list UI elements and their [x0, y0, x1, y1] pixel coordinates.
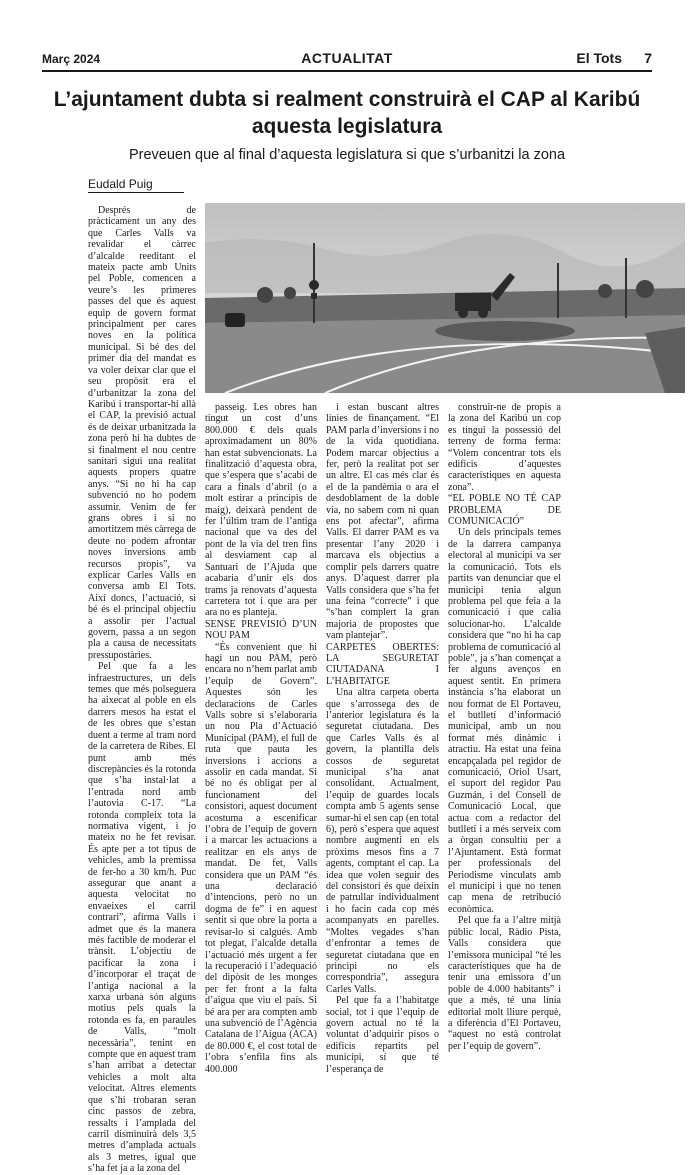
article-column-1 — [88, 205, 196, 1175]
section-subheading: SENSE PREVISIÓ D’UN NOU PAM — [205, 618, 317, 642]
article-paragraph: Un dels principals temes de la darrera campanya electoral al municipi va ser la comunicació. Tots els partits van denunciar que el municipi tenia algun problema pel que feia a la comunicació i que calia solucionar-ho. L’alcalde considera que “no hi ha cap problema de comunicació al poble”, ja s’han començat a fer alguns avenços en aquest sentit. En primera instància s’ha elaborat un nou format de El Portaveu, el butlletí d’informació municipal, amb un nou format més dinàmic i atractiu. Ha estat una feina encapçalada pel regidor de comunicació, Oriol Usart, el suport del regidor Pau Guzmán, i del Consell de Comunicació Local, que actua com a redactor del butlletí i a més serveix com a òrgan consultiu per a l’Ajuntament. Està format per professionals del Periodisme vinculats amb el municipi i que no tenen cap mena de retribució econòmica. — [448, 527, 562, 915]
article-paragraph: passeig. Les obres han tingut un cost d’uns 800.000 € dels quals aproximadament un 80% han estat subvencionats. La finalització d’aquesta obra, que s’espera que s’acabi de cara a finals d’abril (o a molt estirar a principis de maig), deixarà pendent de fer l’últim tram de l’antiga nacional que va des del pont de la via del tren fins al desviament cap al Santuari de l’Ajuda que acabaria d’unir els dos trams ja renovats d’aquesta carretera tot i que ara per ara no es planteja. — [205, 402, 317, 619]
article-headline: L’ajuntament dubta si realment construirà el CAP al Karibú aquesta legislatura — [53, 88, 641, 138]
section-subheading: CARPETES OBERTES: LA SEGURETAT CIUTADANA I L’HABITATGE — [326, 641, 439, 687]
article-column-2 — [205, 402, 317, 1075]
article-photo — [205, 203, 685, 393]
article-paragraph: Pel que fa a l’habitatge social, tot i que l’equip de govern actual no té la voluntat d’adquirir pisos o edificis repartits pel municipi, sí que té l’esperança de — [326, 995, 439, 1075]
article-paragraph: construir-ne de propis a la zona del Karibú un cop es tingui la possessió del terreny de forma ferma: “Volem concentrar tots els edificis d’aquestes característiques en aquesta zona”. — [448, 402, 561, 493]
article-subhead: Preveuen que al final d’aquesta legislatura si que s’urbanitzi la zona — [128, 147, 566, 163]
newspaper-name: El Tots — [576, 50, 622, 66]
section-title: ACTUALITAT — [301, 50, 393, 66]
article-paragraph: Després de pràcticament un any des que Carles Valls va revalidar el càrrec d’alcalde reeditant el mateix pacte amb Units pel Poble, comencen a veure’s les primeres passes del que és aquest equip de govern format principalment per cares noves en la política municipal. Si bé des del primer dia del mandat es va voler deixar clar que el seu propòsit era el d’urbanitzar la zona del Karibú i transportar-hi allà el CAP, la previsió actual és de deixar urbanitzada la zona però hi ha dubtes de si finalment el nou centre sanitari sigui una realitat aquests propers quatre anys. “Si no hi ha cap subvenció no ho podem assumir. Venim de fer grans obres i si no amortitzem més càrrega de deute no podem afrontar noves inversions amb recursos propis”, va explicar Carles Valls en conversa amb El Tots. Així doncs, l’actuació, si bé és el principal objectiu a assolir per l’actual govern, passa a un segon pla a causa de necessitats pressupostàries. — [88, 205, 196, 661]
article-paragraph: Pel que fa a les infraestructures, un dels temes que més polseguera ha aixecat al poble en els darrers mesos ha estat el de les obres que s’estan duent a terme al tram nord de la carretera de Ribes. El punt amb més discrepàncies és la rotonda que s’ha instal·lat a l’entrada nord amb l’autovia C-17. “La rotonda compleix tota la normativa vigent, i jo mateix no he fet revisar. És apte per a tot tipus de vehicles, amb la premissa de fer-ho a 30 km/h. Puc assegurar que anant a aquesta velocitat no envaeixes el carril contrari”, afirma Valls i admet que és la manera més factible de moderar el trànsit. L’objectiu de pacificar la zona i d’incorporar el traçat de l’antiga nacional a la xarxa urbana són alguns motius pels quals la rotonda es fa, en paraules de Valls, “molt necessària”, tenint en compte que en aquest tram s’han arribat a detectar vehicles a molt alta velocitat. Altres elements que s’hi trobaran seran cinc passos de zebra, ressalts i l’amplada del carril disminuirà dels 3,5 metres d’amplada actuals als 3 metres, igual que s’ha fet ja a la zona del — [88, 661, 196, 1175]
article-column-3 — [326, 402, 439, 1075]
author-rule — [88, 192, 184, 193]
article-paragraph: “És convenient que hi hagi un nou PAM, però encara no n’hem parlat amb l’equip de Govern”. Aquestes són les declaracions de Carles Valls sobre si s’elaboraria un nou Pla d’Actuació Municipal (PAM), el full de ruta que pauta les inversions i accions a assolir en cada mandat. Si bé no és obligat per al funcionament del consistori, aquest document acostuma a escenificar l’obra de l’equip de govern i a marcar les actuacions a realitzar en els anys de mandat. De fet, Valls considera que un PAM “és una declaració d’intencions, però no un dogma de fe” i en aquest sentit si que obre la porta a revisar-lo si calgués. Amb tot plegat, l’alcalde detalla l’actuació més urgent a fer la recuperació i l’adequació del dipòsit de les monges per fer front a la falta d’aigua que viu el país. Si bé ara per ara compten amb una subvenció de l’Agència Catalana de l’Aigua (ACA) de 80.000 €, el cost total de l’obra s’enfila fins als 400.000 — [205, 641, 317, 1075]
article-paragraph: i estan buscant altres línies de finançament. “El PAM parla d’inversions i no de la vida quotidiana. Podem marcar objectius a fer, però la realitat pot ser un altre. El cas més clar és el de la pandèmia o ara el desdoblament de la doble via, no sabem com ni quan ens pot afectar”, afirma Valls. El darrer PAM es va presentar l’any 2020 i marcava els objectius a complir pels darrers quatre anys. D’aquest darrer pla Valls considera que s’ha fet una feina “correcte” i que “s’han complert la gran majoria de propostes que vam plantejar”. — [326, 402, 439, 642]
issue-date: Març 2024 — [42, 52, 101, 66]
article-paragraph: Pel que fa a l’altre mitjà públic local, Ràdio Pista, Valls considera que l’emissora municipal “té les característiques que ha de tenir una emissora d’un poble de 4.000 habitants” i que a més, té una línia editorial molt lliure perquè, a diferència d’El Portaveu, “aquest no està controlat per l’equip de govern”. — [448, 915, 561, 1052]
article-author: Eudald Puig — [88, 177, 153, 191]
page-header — [42, 50, 652, 70]
article-column-4 — [448, 402, 562, 1052]
page-number: 7 — [644, 50, 652, 66]
roundabout-photo-illustration — [205, 203, 685, 393]
section-subheading: “EL POBLE NO TÉ CAP PROBLEMA DE COMUNICACIÓ” — [448, 493, 561, 528]
article-paragraph: Una altra carpeta oberta que s’arrossega des de l’anterior legislatura és la seguretat ciutadana. Des que Carles Valls és al govern, la plantilla dels cossos de seguretat municipal s’ha anat consolidant. Actualment, l’equip de guardes locals compta amb 5 agents sense sumar-hi el sen cap (en total 6), però s’espera que aquest nombre augmenti en els pròxims mesos fins a 7 agents, comptant el cap. La idea que volen seguir des del consistori és que deixin de patrullar individualment i ho facin cada cop més acompanyats en parelles. “Moltes vegades s’han d’enfrontar a temes de seguretat ciutadana que en principi no els correspondria”, assegura Carles Valls. — [326, 687, 439, 995]
header-rule — [42, 70, 652, 72]
